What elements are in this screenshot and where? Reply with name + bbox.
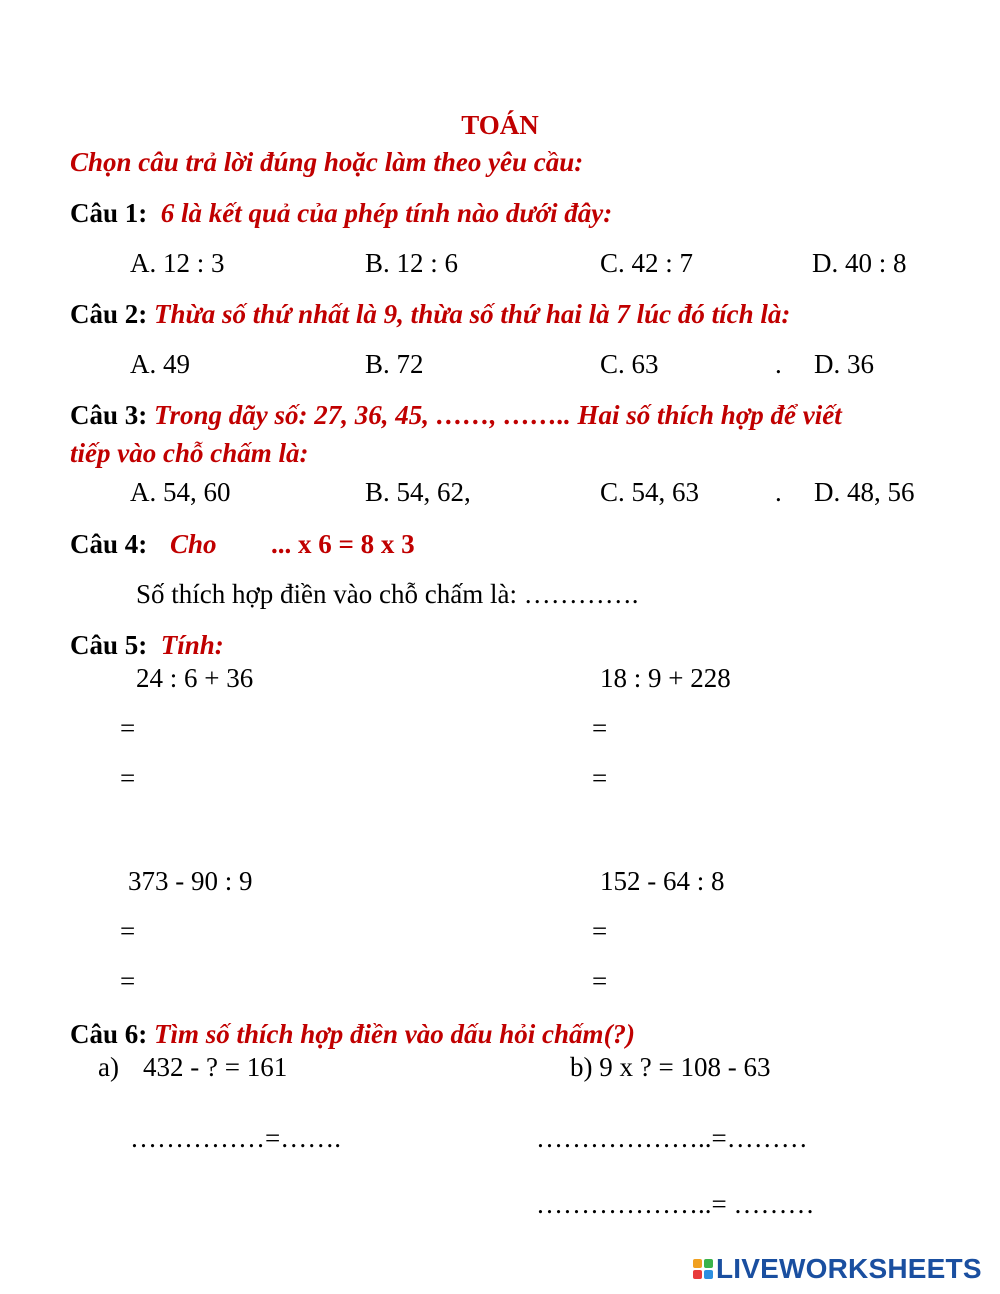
question-text-continued: tiếp vào chỗ chấm là: — [70, 438, 309, 468]
instruction: Chọn câu trả lời đúng hoặc làm theo yêu cầu: — [70, 147, 584, 177]
equals-line[interactable]: = — [120, 763, 136, 793]
option-b[interactable]: B. 72 — [365, 349, 424, 379]
question-text: Cho — [170, 529, 217, 559]
equals-line[interactable]: = — [592, 916, 608, 946]
part-a-label: a) — [98, 1052, 119, 1082]
equals-line[interactable]: = — [592, 763, 608, 793]
equals-line[interactable]: = — [120, 966, 136, 996]
page-title: TOÁN — [461, 110, 539, 140]
option-d[interactable]: D. 48, 56 — [814, 477, 915, 507]
option-c[interactable]: C. 42 : 7 — [600, 248, 694, 278]
part-b-expression: b) 9 x ? = 108 - 63 — [570, 1052, 771, 1082]
question-label: Câu 2: — [70, 299, 148, 329]
question-text: Thừa số thứ nhất là 9, thừa số thứ hai là 7 lúc đó tích là: — [154, 299, 791, 329]
question-text: 6 là kết quả của phép tính nào dưới đây: — [160, 198, 613, 228]
expression-3: 373 - 90 : 9 — [128, 866, 253, 896]
equals-line[interactable]: = — [120, 916, 136, 946]
question-text: Tìm số thích hợp điền vào dấu hỏi chấm(?) — [154, 1019, 636, 1049]
part-b-answer-blank[interactable]: ………………..=……… — [536, 1123, 808, 1153]
option-c[interactable]: C. 54, 63 — [600, 477, 700, 507]
question-6 — [70, 1018, 635, 1050]
question-3 — [70, 399, 842, 431]
stray-dot: . — [775, 349, 782, 379]
question-label: Câu 6: — [70, 1019, 148, 1049]
option-a[interactable]: A. 49 — [130, 349, 190, 379]
expression-4: 152 - 64 : 8 — [600, 866, 725, 896]
part-a-expression: 432 - ? = 161 — [143, 1052, 288, 1082]
part-b-answer-blank[interactable]: ………………..= ……… — [536, 1189, 815, 1219]
expression-2: 18 : 9 + 228 — [600, 663, 731, 693]
question-2 — [70, 298, 790, 330]
liveworksheets-logo — [693, 1252, 982, 1286]
question-label: Câu 4: — [70, 529, 148, 559]
option-b[interactable]: B. 54, 62, — [365, 477, 471, 507]
question-5 — [70, 629, 224, 661]
equals-line[interactable]: = — [120, 713, 136, 743]
fill-in-prompt[interactable]: Số thích hợp điền vào chỗ chấm là: …………. — [136, 579, 639, 609]
question-label: Câu 5: — [70, 630, 148, 660]
logo-mark-icon — [693, 1259, 713, 1279]
option-a[interactable]: A. 54, 60 — [130, 477, 231, 507]
logo-text: LIVEWORKSHEETS — [716, 1253, 982, 1284]
option-d[interactable]: D. 36 — [814, 349, 874, 379]
option-a[interactable]: A. 12 : 3 — [130, 248, 225, 278]
equals-line[interactable]: = — [592, 966, 608, 996]
question-label: Câu 1: — [70, 198, 148, 228]
option-d[interactable]: D. 40 : 8 — [812, 248, 907, 278]
question-label: Câu 3: — [70, 400, 148, 430]
stray-dot: . — [775, 477, 782, 507]
question-1 — [70, 197, 612, 229]
option-b[interactable]: B. 12 : 6 — [365, 248, 459, 278]
question-text: Tính: — [160, 630, 224, 660]
equals-line[interactable]: = — [592, 713, 608, 743]
question-text: Trong dãy số: 27, 36, 45, ……, …….. Hai số thích hợp để viết — [154, 400, 842, 430]
part-a-answer-blank[interactable]: ……………=……. — [130, 1123, 341, 1153]
question-expression: ... x 6 = 8 x 3 — [271, 529, 415, 559]
option-c[interactable]: C. 63 — [600, 349, 659, 379]
expression-1: 24 : 6 + 36 — [136, 663, 254, 693]
